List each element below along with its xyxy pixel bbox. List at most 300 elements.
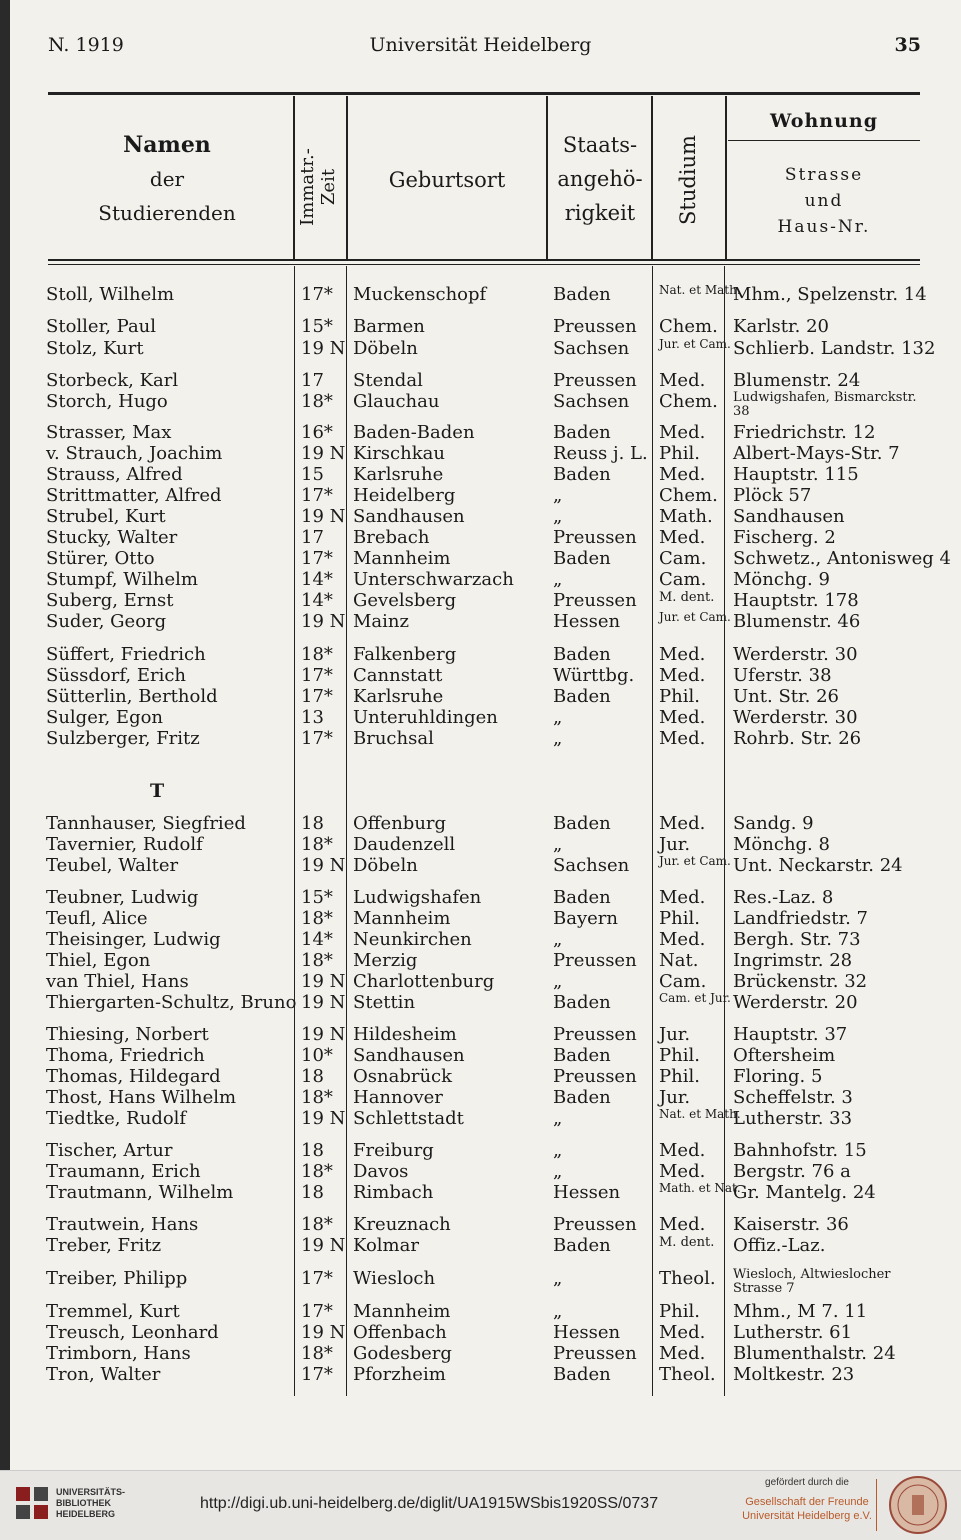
cell-study: Math. et Nat. xyxy=(659,1181,741,1195)
cell-birthplace: Barmen xyxy=(353,316,425,337)
cell-address: Scheffelstr. 3 xyxy=(733,1087,853,1108)
cell-name: Stoll, Wilhelm xyxy=(46,284,175,305)
cell-nationality: Sachsen xyxy=(553,338,630,359)
sponsor-label: gefördert durch die xyxy=(765,1477,849,1488)
table-row xyxy=(0,1364,961,1385)
cell-nationality: Preussen xyxy=(553,950,637,971)
wohnung-rule xyxy=(728,140,920,141)
cell-nationality: Hessen xyxy=(553,1322,621,1343)
cell-study: Med. xyxy=(659,929,706,950)
cell-birthplace: Offenburg xyxy=(353,813,447,834)
header-immatr-zeit xyxy=(297,137,339,237)
cell-address: Res.-Laz. 8 xyxy=(733,887,834,908)
table-row xyxy=(0,370,961,391)
cell-nationality: „ xyxy=(553,728,563,749)
cell-birthplace: Charlottenburg xyxy=(353,971,495,992)
cell-birthplace: Döbeln xyxy=(353,855,418,876)
cell-address: Sandg. 9 xyxy=(733,813,814,834)
library-logo-icon xyxy=(14,1485,50,1521)
cell-study: Med. xyxy=(659,422,706,443)
cell-address: Werderstr. 30 xyxy=(733,707,858,728)
cell-immatr-time: 18* xyxy=(301,1161,333,1182)
cell-nationality: „ xyxy=(553,1268,563,1289)
cell-name: Strauss, Alfred xyxy=(46,464,183,485)
cell-address: Hauptstr. 115 xyxy=(733,464,859,485)
cell-birthplace: Hannover xyxy=(353,1087,443,1108)
cell-name: Stucky, Walter xyxy=(46,527,178,548)
cell-immatr-time: 17* xyxy=(301,548,333,569)
header-immatr-line1: Immatr.- xyxy=(297,148,318,226)
cell-nationality: Preussen xyxy=(553,590,637,611)
table-row xyxy=(0,527,961,548)
cell-birthplace: Kirschkau xyxy=(353,443,445,464)
cell-birthplace: Schlettstadt xyxy=(353,1108,464,1129)
cell-name: Traumann, Erich xyxy=(46,1161,201,1182)
header-staatsangehoerigkeit xyxy=(550,128,650,230)
cell-nationality: Reuss j. L. xyxy=(553,443,648,464)
cell-nationality: „ xyxy=(553,1161,563,1182)
cell-name: Treber, Fritz xyxy=(46,1235,162,1256)
cell-immatr-time: 18* xyxy=(301,1087,333,1108)
cell-study: Phil. xyxy=(659,443,700,464)
library-name-line1: UNIVERSITÄTS- xyxy=(56,1487,126,1497)
cell-nationality: „ xyxy=(553,569,563,590)
cell-name: Thomas, Hildegard xyxy=(46,1066,221,1087)
table-row xyxy=(0,813,961,834)
col-divider-3 xyxy=(546,96,548,259)
sponsor-org-line2: Universität Heidelberg e.V. xyxy=(742,1510,872,1522)
cell-study: Med. xyxy=(659,1214,706,1235)
cell-birthplace: Ludwigshafen xyxy=(353,887,482,908)
cell-name: Thost, Hans Wilhelm xyxy=(46,1087,237,1108)
cell-name: Tiedtke, Rudolf xyxy=(46,1108,187,1129)
col-divider-1 xyxy=(293,96,295,259)
footer xyxy=(0,1470,961,1540)
cell-nationality: Preussen xyxy=(553,1066,637,1087)
cell-immatr-time: 17* xyxy=(301,728,333,749)
cell-nationality: Bayern xyxy=(553,908,618,929)
table-row xyxy=(0,464,961,485)
cell-address: Blumenthalstr. 24 xyxy=(733,1343,896,1364)
cell-study: Chem. xyxy=(659,391,718,412)
table-row xyxy=(0,929,961,950)
cell-immatr-time: 19 N xyxy=(301,971,346,992)
cell-immatr-time: 14* xyxy=(301,929,333,950)
table-row xyxy=(0,390,961,419)
cell-immatr-time: 14* xyxy=(301,569,333,590)
table-row xyxy=(0,644,961,665)
page-section: N. 1919 xyxy=(48,34,124,56)
cell-study: Cam. xyxy=(659,548,707,569)
cell-study: Med. xyxy=(659,728,706,749)
table-row xyxy=(0,971,961,992)
cell-study: Med. xyxy=(659,887,706,908)
cell-address: Albert-Mays-Str. 7 xyxy=(733,443,900,464)
library-name-line2: BIBLIOTHEK xyxy=(56,1498,111,1508)
cell-immatr-time: 17* xyxy=(301,665,333,686)
cell-study: Cam. xyxy=(659,971,707,992)
table-row xyxy=(0,611,961,632)
cell-study: Med. xyxy=(659,1140,706,1161)
library-name xyxy=(56,1487,125,1520)
cell-immatr-time: 17* xyxy=(301,284,333,305)
running-head xyxy=(0,34,961,64)
table-row xyxy=(0,1322,961,1343)
cell-study: Cam. et Jur. xyxy=(659,991,731,1005)
cell-address: Gr. Mantelg. 24 xyxy=(733,1182,876,1203)
library-name-line3: HEIDELBERG xyxy=(56,1509,116,1519)
cell-study: Phil. xyxy=(659,686,700,707)
table-row xyxy=(0,992,961,1013)
cell-study: Theol. xyxy=(659,1364,716,1385)
cell-nationality: Hessen xyxy=(553,1182,621,1203)
table-row xyxy=(0,1140,961,1161)
cell-name: Stürer, Otto xyxy=(46,548,155,569)
cell-birthplace: Cannstatt xyxy=(353,665,443,686)
cell-address: Floring. 5 xyxy=(733,1066,823,1087)
cell-birthplace: Davos xyxy=(353,1161,409,1182)
cell-birthplace: Freiburg xyxy=(353,1140,434,1161)
cell-address: Plöck 57 xyxy=(733,485,812,506)
cell-nationality: „ xyxy=(553,485,563,506)
cell-name: Teubner, Ludwig xyxy=(46,887,199,908)
cell-address: Mönchg. 9 xyxy=(733,569,830,590)
cell-immatr-time: 19 N xyxy=(301,1235,346,1256)
cell-immatr-time: 15* xyxy=(301,316,333,337)
header-state-line2: angehö- xyxy=(557,167,643,191)
cell-birthplace: Sandhausen xyxy=(353,506,465,527)
cell-address: Mönchg. 8 xyxy=(733,834,830,855)
table-row xyxy=(0,485,961,506)
cell-immatr-time: 17* xyxy=(301,485,333,506)
cell-nationality: Preussen xyxy=(553,1024,637,1045)
cell-nationality: Württbg. xyxy=(553,665,635,686)
cell-birthplace: Pforzheim xyxy=(353,1364,446,1385)
cell-birthplace: Wiesloch xyxy=(353,1268,436,1289)
sponsor-org-line1: Gesellschaft der Freunde xyxy=(745,1496,869,1508)
table-row xyxy=(0,1343,961,1364)
cell-immatr-time: 17 xyxy=(301,370,324,391)
header-immatr-line2: Zeit xyxy=(318,168,339,206)
cell-nationality: „ xyxy=(553,971,563,992)
cell-address: Bergh. Str. 73 xyxy=(733,929,861,950)
source-url[interactable]: http://digi.ub.uni-heidelberg.de/diglit/UA1915WSbis1920SS/0737 xyxy=(200,1495,659,1512)
cell-study: Jur. et Cam. xyxy=(659,854,731,868)
cell-nationality: Baden xyxy=(553,548,611,569)
table-row xyxy=(0,1087,961,1108)
cell-study: Phil. xyxy=(659,1301,700,1322)
cell-birthplace: Kreuznach xyxy=(353,1214,451,1235)
cell-address: Unt. Str. 26 xyxy=(733,686,839,707)
cell-nationality: Preussen xyxy=(553,370,637,391)
cell-study: Med. xyxy=(659,644,706,665)
cell-immatr-time: 19 N xyxy=(301,992,346,1013)
header-names xyxy=(52,128,282,230)
cell-nationality: Baden xyxy=(553,422,611,443)
cell-address: Offiz.-Laz. xyxy=(733,1235,826,1256)
cell-immatr-time: 13 xyxy=(301,707,324,728)
cell-immatr-time: 18 xyxy=(301,1066,324,1087)
cell-immatr-time: 19 N xyxy=(301,1108,346,1129)
cell-name: Trimborn, Hans xyxy=(46,1343,191,1364)
table-row xyxy=(0,1108,961,1129)
footer-divider xyxy=(876,1479,877,1531)
cell-study: M. dent. xyxy=(659,1235,715,1250)
cell-immatr-time: 15* xyxy=(301,887,333,908)
cell-name: Storch, Hugo xyxy=(46,391,168,412)
table-row xyxy=(0,1235,961,1256)
cell-study: Med. xyxy=(659,1322,706,1343)
cell-immatr-time: 17* xyxy=(301,1364,333,1385)
cell-name: Treusch, Leonhard xyxy=(46,1322,219,1343)
cell-birthplace: Kolmar xyxy=(353,1235,419,1256)
cell-immatr-time: 19 N xyxy=(301,1322,346,1343)
header-names-line3: Studierenden xyxy=(98,201,236,225)
cell-immatr-time: 18 xyxy=(301,1182,324,1203)
cell-birthplace: Muckenschopf xyxy=(353,284,487,305)
cell-nationality: „ xyxy=(553,834,563,855)
header-top-rule xyxy=(48,92,920,95)
header-names-line1: Namen xyxy=(123,132,211,158)
header-strasse-line2: und xyxy=(804,191,844,211)
page-number: 35 xyxy=(894,34,921,56)
cell-nationality: „ xyxy=(553,929,563,950)
cell-address: Karlstr. 20 xyxy=(733,316,829,337)
cell-name: Thoma, Friedrich xyxy=(46,1045,205,1066)
cell-nationality: Baden xyxy=(553,686,611,707)
cell-address: Mhm., Spelzenstr. 14 xyxy=(733,284,927,305)
cell-study: Med. xyxy=(659,813,706,834)
table-row xyxy=(0,1161,961,1182)
cell-birthplace: Daudenzell xyxy=(353,834,456,855)
cell-address: Wiesloch, Altwieslocher Strasse 7 xyxy=(733,1267,891,1296)
cell-address: Schlierb. Landstr. 132 xyxy=(733,338,936,359)
cell-nationality: Sachsen xyxy=(553,855,630,876)
cell-immatr-time: 18 xyxy=(301,1140,324,1161)
cell-study: Jur. xyxy=(659,834,691,855)
cell-address: Sandhausen xyxy=(733,506,845,527)
table-row xyxy=(0,707,961,728)
cell-study: Nat. xyxy=(659,950,699,971)
cell-nationality: Baden xyxy=(553,284,611,305)
cell-address: Rohrb. Str. 26 xyxy=(733,728,862,749)
cell-nationality: Baden xyxy=(553,1364,611,1385)
cell-address: Friedrichstr. 12 xyxy=(733,422,876,443)
header-geburtsort: Geburtsort xyxy=(388,168,506,192)
cell-immatr-time: 18* xyxy=(301,908,333,929)
cell-birthplace: Mannheim xyxy=(353,548,451,569)
cell-name: Thiesing, Norbert xyxy=(46,1024,209,1045)
cell-nationality: „ xyxy=(553,506,563,527)
sponsor-org xyxy=(742,1495,872,1523)
cell-address: Schwetz., Antonisweg 4 xyxy=(733,548,951,569)
cell-birthplace: Heidelberg xyxy=(353,485,456,506)
university-seal-icon xyxy=(888,1475,948,1535)
cell-birthplace: Offenbach xyxy=(353,1322,447,1343)
cell-nationality: „ xyxy=(553,707,563,728)
cell-study: Med. xyxy=(659,464,706,485)
cell-birthplace: Rimbach xyxy=(353,1182,434,1203)
table-row xyxy=(0,548,961,569)
cell-nationality: Baden xyxy=(553,992,611,1013)
cell-address: Landfriedstr. 7 xyxy=(733,908,868,929)
table-row xyxy=(0,1045,961,1066)
cell-birthplace: Neunkirchen xyxy=(353,929,472,950)
header-state-line1: Staats- xyxy=(562,133,638,157)
cell-study: Jur. et Cam. xyxy=(659,610,731,624)
cell-birthplace: Hildesheim xyxy=(353,1024,457,1045)
table-row xyxy=(0,686,961,707)
cell-name: Treiber, Philipp xyxy=(46,1268,188,1289)
cell-study: Jur. xyxy=(659,1024,691,1045)
cell-birthplace: Döbeln xyxy=(353,338,418,359)
cell-name: Sütterlin, Berthold xyxy=(46,686,218,707)
cell-study: Cam. xyxy=(659,569,707,590)
header-strasse xyxy=(728,162,920,240)
cell-birthplace: Merzig xyxy=(353,950,418,971)
header-strasse-line3: Haus-Nr. xyxy=(777,217,871,237)
cell-address: Bergstr. 76 a xyxy=(733,1161,851,1182)
cell-name: Teufl, Alice xyxy=(46,908,148,929)
table-row xyxy=(0,1301,961,1322)
table-row xyxy=(0,1182,961,1203)
cell-name: Strittmatter, Alfred xyxy=(46,485,222,506)
table-row xyxy=(0,1024,961,1045)
cell-birthplace: Bruchsal xyxy=(353,728,434,749)
cell-study: Phil. xyxy=(659,908,700,929)
cell-name: Stoller, Paul xyxy=(46,316,157,337)
table-row xyxy=(0,422,961,443)
cell-immatr-time: 17* xyxy=(301,686,333,707)
cell-study: Nat. et Math. xyxy=(659,283,741,297)
cell-nationality: Preussen xyxy=(553,316,637,337)
cell-nationality: „ xyxy=(553,1140,563,1161)
cell-nationality: „ xyxy=(553,1301,563,1322)
cell-study: Nat. et Math. xyxy=(659,1107,741,1121)
header-studium: Studium xyxy=(676,135,700,225)
cell-immatr-time: 16* xyxy=(301,422,333,443)
cell-nationality: Hessen xyxy=(553,611,621,632)
cell-name: Thiel, Egon xyxy=(46,950,151,971)
cell-birthplace: Gevelsberg xyxy=(353,590,457,611)
cell-immatr-time: 19 N xyxy=(301,1024,346,1045)
table-row xyxy=(0,1066,961,1087)
cell-name: Strasser, Max xyxy=(46,422,172,443)
cell-birthplace: Karlsruhe xyxy=(353,464,444,485)
cell-nationality: Baden xyxy=(553,887,611,908)
cell-address: Fischerg. 2 xyxy=(733,527,836,548)
cell-study: Math. xyxy=(659,506,713,527)
cell-immatr-time: 17* xyxy=(301,1301,333,1322)
header-strasse-line1: Strasse xyxy=(784,165,864,185)
cell-name: Sulger, Egon xyxy=(46,707,164,728)
cell-study: M. dent. xyxy=(659,590,715,605)
cell-birthplace: Unteruhldingen xyxy=(353,707,498,728)
cell-immatr-time: 19 N xyxy=(301,855,346,876)
cell-birthplace: Stendal xyxy=(353,370,423,391)
cell-immatr-time: 17* xyxy=(301,1268,333,1289)
cell-name: Tremmel, Kurt xyxy=(46,1301,180,1322)
cell-address: Werderstr. 30 xyxy=(733,644,858,665)
cell-name: Sulzberger, Fritz xyxy=(46,728,200,749)
cell-immatr-time: 18* xyxy=(301,1214,333,1235)
cell-birthplace: Baden-Baden xyxy=(353,422,475,443)
cell-immatr-time: 18* xyxy=(301,834,333,855)
cell-study: Med. xyxy=(659,665,706,686)
section-letter: T xyxy=(150,780,165,802)
cell-address: Werderstr. 20 xyxy=(733,992,858,1013)
table-row xyxy=(0,887,961,908)
header-names-line2: der xyxy=(149,167,185,191)
cell-nationality: Preussen xyxy=(553,1214,637,1235)
col-divider-5 xyxy=(725,96,727,259)
table-row xyxy=(0,569,961,590)
cell-immatr-time: 14* xyxy=(301,590,333,611)
cell-immatr-time: 18* xyxy=(301,644,333,665)
header-state-line3: rigkeit xyxy=(564,201,636,225)
cell-study: Med. xyxy=(659,707,706,728)
cell-study: Phil. xyxy=(659,1045,700,1066)
cell-birthplace: Brebach xyxy=(353,527,430,548)
cell-address: Oftersheim xyxy=(733,1045,836,1066)
cell-study: Chem. xyxy=(659,485,718,506)
cell-study: Jur. xyxy=(659,1087,691,1108)
cell-immatr-time: 19 N xyxy=(301,506,346,527)
cell-immatr-time: 19 N xyxy=(301,443,346,464)
table-row xyxy=(0,950,961,971)
table-row xyxy=(0,908,961,929)
table-row xyxy=(0,316,961,337)
cell-nationality: Baden xyxy=(553,644,611,665)
cell-name: Strubel, Kurt xyxy=(46,506,166,527)
cell-nationality: Preussen xyxy=(553,527,637,548)
cell-nationality: Baden xyxy=(553,813,611,834)
cell-address: Moltkestr. 23 xyxy=(733,1364,855,1385)
cell-address: Brückenstr. 32 xyxy=(733,971,868,992)
cell-name: van Thiel, Hans xyxy=(46,971,189,992)
table-row xyxy=(0,443,961,464)
cell-study: Theol. xyxy=(659,1268,716,1289)
cell-name: Trautmann, Wilhelm xyxy=(46,1182,234,1203)
cell-birthplace: Godesberg xyxy=(353,1343,452,1364)
table-row xyxy=(0,834,961,855)
header-bottom-rule xyxy=(48,259,920,261)
cell-study: Med. xyxy=(659,527,706,548)
cell-study: Phil. xyxy=(659,1066,700,1087)
cell-study: Med. xyxy=(659,370,706,391)
cell-address: Uferstr. 38 xyxy=(733,665,832,686)
table-row xyxy=(0,1214,961,1235)
header-wohnung: Wohnung xyxy=(769,110,878,132)
cell-name: Stolz, Kurt xyxy=(46,338,144,359)
cell-birthplace: Glauchau xyxy=(353,391,440,412)
cell-name: Tron, Walter xyxy=(46,1364,161,1385)
cell-nationality: Baden xyxy=(553,464,611,485)
cell-nationality: Baden xyxy=(553,1235,611,1256)
cell-nationality: Baden xyxy=(553,1087,611,1108)
col-divider-4 xyxy=(651,96,653,259)
cell-study: Chem. xyxy=(659,316,718,337)
cell-immatr-time: 18* xyxy=(301,950,333,971)
cell-birthplace: Unterschwarzach xyxy=(353,569,514,590)
cell-name: v. Strauch, Joachim xyxy=(46,443,223,464)
cell-birthplace: Osnabrück xyxy=(353,1066,453,1087)
cell-address: Hauptstr. 37 xyxy=(733,1024,848,1045)
cell-study: Med. xyxy=(659,1161,706,1182)
cell-immatr-time: 18* xyxy=(301,1343,333,1364)
table-row xyxy=(0,855,961,876)
cell-immatr-time: 18* xyxy=(301,391,333,412)
